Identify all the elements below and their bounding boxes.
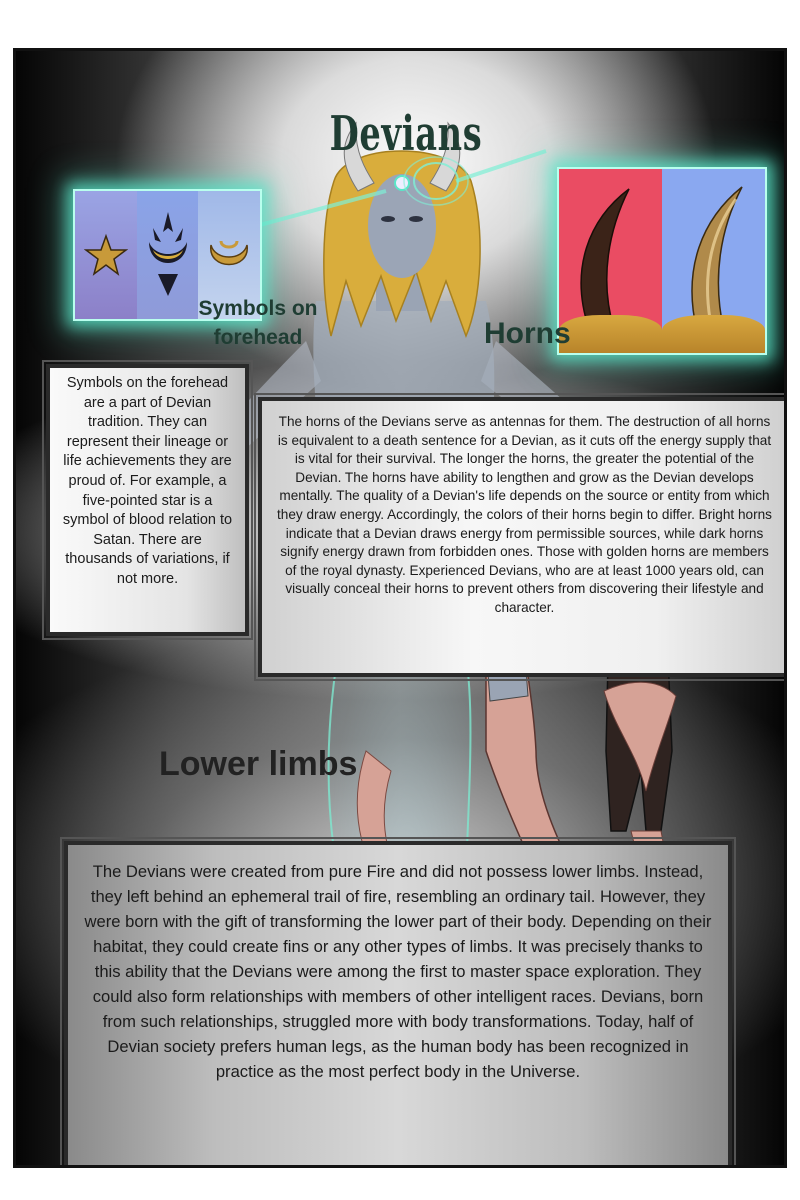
- symbols-description: Symbols on the forehead are a part of Devian tradition. They can represent their lineage or life achievements they are proud of. For example, a five-pointed star is a symbol of blood relation to Satan. There are thousands of variations, if not more.: [46, 364, 249, 636]
- golden-crescent-icon: [205, 231, 253, 279]
- symbol-cell-crest: [137, 191, 199, 319]
- symbols-heading: Symbols on forehead: [198, 297, 318, 349]
- horns-panel: [557, 167, 767, 355]
- page-title: Devians: [329, 106, 483, 162]
- hair-detail: [559, 315, 662, 353]
- hair-detail: [662, 315, 765, 353]
- dark-horn-cell: [559, 169, 662, 353]
- horns-heading: Horns: [484, 317, 571, 350]
- lower-limbs-heading: Lower limbs: [159, 745, 358, 783]
- golden-horn-cell: [662, 169, 765, 353]
- five-pointed-star-icon: [84, 233, 128, 277]
- dark-crescent-crest-icon: [143, 210, 193, 300]
- lower-limbs-description: The Devians were created from pure Fire and did not possess lower limbs. Instead, they left behind an ephemeral trail of fire, resembling an ordinary tail. However, they were born with the gift of transforming the lower part of their body. Depending on their habitat, they could create fins or any other types of limbs. It was precisely thanks to this ability that the Devians were among the first to master space exploration. They could also form relationships with members of other intelligent races. Devians, born from such relationships, struggled more with body transformations. Today, half of Devian society prefers human legs, as the human body has been recognized in practice as the most perfect body in the Universe.: [64, 841, 732, 1168]
- symbol-cell-star: [75, 191, 137, 319]
- comic-page: [13, 48, 787, 1168]
- horns-description: The horns of the Devians serve as antennas for them. The destruction of all horns is equivalent to a death sentence for a Devian, as it cuts off the energy supply that is vital for their survival. The longer the horns, the greater the potential of the Devian. The horns have ability to lengthen and grow as the Devian develops mentally. The quality of a Devian's life depends on the source or entity from which they draw energy. Accordingly, the colors of their horns begin to differ. Bright horns indicate that a Devian draws energy from permissible sources, while dark horns signify energy drawn from forbidden ones. Those with golden horns are members of the royal dynasty. Experienced Devians, who are at least 1000 years old, can visually conceal their horns to prevent others from discovering their lifestyle and character.: [258, 397, 787, 677]
